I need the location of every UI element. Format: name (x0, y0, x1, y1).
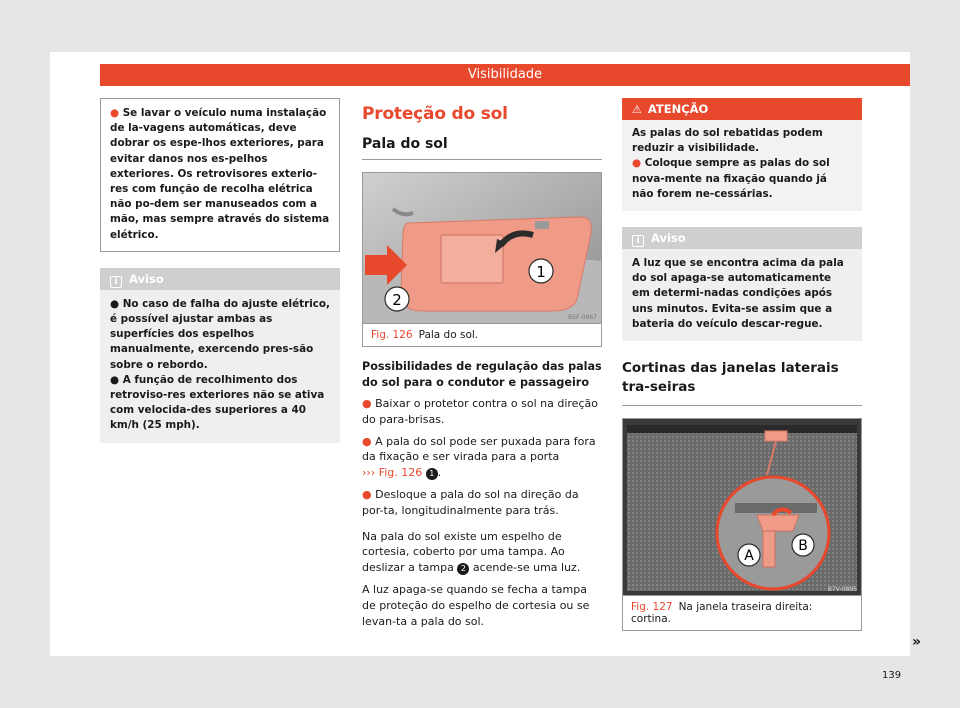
bullet-icon: ● (362, 397, 376, 410)
warning-triangle-icon: ⚠ (632, 103, 642, 116)
atencao-item: ● Coloque sempre as palas do sol nova-mente na fixação quando já não forem ne-cessárias. (632, 157, 830, 200)
bullet-icon: ● (362, 487, 376, 501)
paragraph: Na pala do sol existe um espelho de cortesia, coberto por uma tampa. Ao deslizar a tampa 2 acende-se uma luz. (362, 529, 581, 575)
bullet-icon: ● (110, 107, 120, 119)
atencao-box (622, 98, 862, 211)
atencao-header (622, 98, 862, 120)
atencao-text: As palas do sol rebatidas podem reduzir a visibilidade. (632, 127, 823, 155)
atencao-body (622, 120, 862, 211)
aviso-title: Aviso (651, 231, 686, 246)
aviso-body (100, 290, 340, 443)
figure-caption (623, 595, 861, 630)
bullet-icon: ● (632, 157, 645, 170)
figure-label-2: 2 (392, 291, 402, 309)
callout-number: 2 (457, 563, 469, 575)
figure-label-a: A (744, 548, 754, 565)
figure-number: Fig. 126 (371, 329, 413, 341)
figure-127 (622, 418, 862, 631)
figure-code: B7V-0895 (827, 586, 857, 594)
aviso-item: ● A função de recolhimento dos retroviso-res exteriores não se ativa com velocida-des superiores a 40 km/h (25 mph). (110, 373, 325, 432)
section-title: Proteção do sol (362, 104, 508, 124)
figure-label-b: B (798, 538, 808, 555)
info-icon: i (632, 235, 644, 247)
figure-reference-link[interactable]: ››› Fig. 126 (362, 466, 423, 480)
figure-caption (363, 323, 601, 346)
sun-visor-illustration (363, 173, 601, 323)
chapter-header: Visibilidade (100, 64, 910, 86)
aviso-header (100, 268, 340, 290)
column-3 (622, 98, 862, 631)
page (50, 52, 922, 681)
bullet-icon: ● (110, 373, 123, 386)
continued-marker: » (912, 634, 922, 650)
paragraph-heading: Possibilidades de regulação das palas do sol para o condutor e passageiro (362, 360, 602, 389)
list-item: ● Desloque a pala do sol na direção da por-ta, longitudinalmente para trás. (362, 487, 579, 517)
paragraph: A luz apaga-se quando se fecha a tampa de proteção do espelho de cortesia ou se levan-ta a pala do sol. (362, 582, 590, 628)
sun-visor-image (363, 173, 601, 323)
curtain-illustration (623, 419, 861, 595)
figure-number: Fig. 127 (631, 601, 673, 614)
aviso-title: Aviso (129, 271, 164, 286)
subsection-title: Pala do sol (362, 136, 602, 160)
figure-label-1: 1 (536, 263, 546, 281)
page-number: 139 (882, 670, 902, 681)
aviso-body: A luz que se encontra acima da pala do sol apaga-se automaticamente em determi-nadas condições após uns minutos. Evita-se assim que a bateria do veículo descar-regue. (632, 257, 844, 330)
figure-code: B5F-0967 (568, 314, 597, 321)
column-1 (100, 98, 340, 443)
aviso-box (622, 227, 862, 341)
figure-126 (362, 172, 602, 347)
callout-number: 1 (426, 468, 438, 480)
aviso-box (100, 268, 340, 443)
figure-caption-text: Pala do sol. (418, 329, 479, 341)
atencao-title: ATENÇÃO (647, 102, 709, 116)
column-2 (362, 98, 602, 629)
info-icon: i (110, 276, 122, 288)
bullet-icon: ● (110, 297, 123, 310)
aviso-header (622, 227, 862, 249)
figure-caption-text: Na janela traseira direita: cortina. (631, 601, 813, 626)
list-item: ● A pala do sol pode ser puxada para fora da fixação e ser virada para a porta ››› Fig. 126 1 . (362, 434, 596, 480)
subsection-title: Cortinas das janelas laterais tra-seiras (622, 359, 862, 406)
list-item: ● Baixar o protetor contra o sol na direção do para-brisas. (362, 397, 598, 426)
bullet-icon: ● (362, 434, 376, 448)
note-text: Se lavar o veículo numa instalação de la-vagens automáticas, deve dobrar os espe-lhos exteriores, para evitar danos nos es-pelhos exteriores. Os retrovisores exterio-res com função de recolha elétrica não po-dem ser manuseados com a mão, mas sempre através do sistema elétrico. (110, 107, 330, 241)
aviso-item: ● No caso de falha do ajuste elétrico, é possível ajustar ambas as superfícies dos espelhos manualmente, exercendo pres-são sobre o rebordo. (110, 297, 331, 371)
note-box (100, 98, 340, 252)
window-curtain-image (623, 419, 861, 595)
